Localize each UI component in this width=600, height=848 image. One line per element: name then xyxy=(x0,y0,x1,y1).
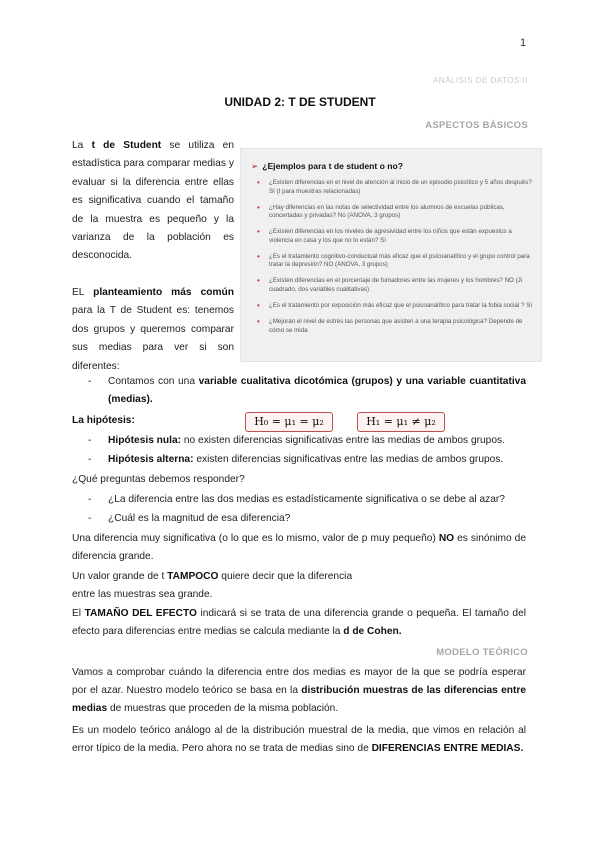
dash-marker: - xyxy=(88,513,92,524)
dash-marker: - xyxy=(88,376,92,387)
significance-paragraph: Una diferencia muy significativa (o lo que es lo mismo, valor de p muy pequeño) NO es sinónimo de diferencia grande. xyxy=(72,533,526,562)
examples-title: ➢ ¿Ejemplos para t de student o no? xyxy=(251,161,404,171)
questions-intro: ¿Qué preguntas debemos responder? xyxy=(72,474,245,485)
list-item: • ¿Mejoran el nivel de estrés las personas que asisten a una terapia psicológica? Depende de cómo se mida xyxy=(255,318,533,335)
t-value-line: Un valor grande de t TAMPOCO quiere decir que la diferencia xyxy=(72,571,353,582)
model-paragraph-2: Es un modelo teórico análogo al de la distribución muestral de la media, que vimos en relación al error típico de la media. Pero ahora no se trata de medias sino de DIFERENCIAS ENTRE MEDIAS. xyxy=(72,725,526,754)
section-heading-basic: ASPECTOS BÁSICOS xyxy=(425,120,528,131)
list-item: • ¿Existen diferencias en el nivel de atención al inicio de un episodio psicótico y 5 años después? Sí (t para muestras relacionadas) xyxy=(255,179,533,196)
list-item: • ¿Existen diferencias en los niveles de agresividad entre los niños que están expuestos a violencia en casa y los que no lo están? Sí xyxy=(255,228,533,245)
effect-size-paragraph: El TAMAÑO DEL EFECTO indicará si se trata de una diferencia grande o pequeña. El tamaño del efecto para diferencias entre medias se calcula mediante la d de Cohen. xyxy=(72,608,527,637)
intro-paragraph: La t de Student se utiliza en estadística para comparar medias y evaluar si la diferencia entre ellas es significativa cuando el tamaño de la muestra es pequeño y la varianza de la población es desconocida. xyxy=(72,140,234,262)
null-hypothesis-formula: H₀ = μ₁ = μ₂ xyxy=(245,412,333,432)
model-paragraph: Vamos a comprobar cuándo la diferencia entre dos medias es mayor de la que se podría esperar por el azar. Nuestro modelo teórico se basa en la distribución muestras de las diferencias entre medias de muestras que proceden de la misma población. xyxy=(72,667,526,714)
header-course-label: ANÁLISIS DE DATOS II xyxy=(432,76,528,85)
approach-paragraph: EL planteamiento más común para la T de Student es: tenemos dos grupos y queremos comparar sus medias para ver si son diferentes: xyxy=(72,287,234,372)
list-item: • ¿Es el tratamiento por exposición más eficaz que el psicoanalítico para tratar la fobia social ? Sí xyxy=(255,302,533,311)
page-title: UNIDAD 2: T DE STUDENT xyxy=(224,95,376,109)
alt-hypothesis-formula: H₁ = μ₁ ≠ μ₂ xyxy=(357,412,445,432)
page-number: 1 xyxy=(520,37,527,49)
arrow-bullet-icon: ➢ xyxy=(251,161,259,171)
dash-marker: - xyxy=(88,454,92,465)
hypothesis-label: La hipótesis: xyxy=(72,415,135,426)
section-heading-model: MODELO TEÓRICO xyxy=(436,647,528,658)
question-item: - ¿Cuál es la magnitud de esa diferencia? xyxy=(88,510,526,528)
examples-list xyxy=(255,179,533,343)
examples-box xyxy=(240,148,542,362)
alt-hypothesis-item: - Hipótesis alterna: existen diferencias significativas entre las medias de ambos grupos. xyxy=(88,451,526,469)
list-item: • ¿Hay diferencias en las notas de selectividad entre los alumnos de escuelas públicas, concertadas y privadas? No (ANOVA, 3 grupos) xyxy=(255,204,533,221)
list-item: • ¿Existen diferencias en el porcentaje de fumadores entre las mujeres y los hombres? NO (Ji cuadrado, dos variables cualitativas) xyxy=(255,277,533,294)
dash-marker: - xyxy=(88,435,92,446)
null-hypothesis-item: - Hipótesis nula: no existen diferencias significativas entre las medias de ambos grupos. xyxy=(88,432,526,450)
variables-bullet: - Contamos con una variable cualitativa dicotómica (grupos) y una variable cuantitativa (medias). xyxy=(88,373,526,409)
list-item: • ¿Es el tratamiento cognitivo-conductual más eficaz que el psicoanalítico y el grupo control para tratar la depresión? NO (ANOVA, 3 grupos) xyxy=(255,253,533,270)
t-value-line-2: entre las muestras sea grande. xyxy=(72,589,213,600)
question-item: - ¿La diferencia entre las dos medias es estadísticamente significativa o se debe al azar? xyxy=(88,491,526,509)
dash-marker: - xyxy=(88,494,92,505)
